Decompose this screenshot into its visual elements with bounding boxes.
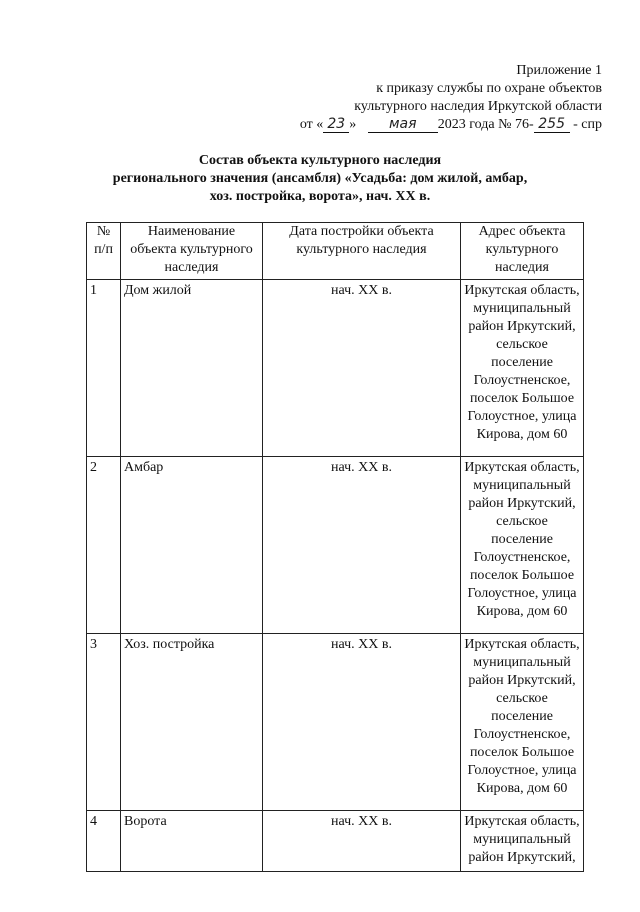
date-year: 2023 года № 76- [437,117,534,132]
heritage-objects-table [86,222,584,872]
date-month: мая [368,116,438,133]
cell-name: Хоз. постройка [121,634,263,811]
appendix-title: Приложение 1 [516,63,602,78]
cell-date: нач. XX в. [263,634,461,811]
appendix-order-line: к приказу службы по охране объектов [376,81,602,96]
page-cut-mask [86,872,583,912]
date-day: 23 [323,116,349,133]
cell-address: Иркутская область, муниципальный район Иркутский, сельское поселение Голоустненское, поселок Большое Голоустное, улица Кирова, дом 60 [461,280,584,457]
title-line-1: Состав объекта культурного наследия [198,153,442,168]
date-prefix: от « [299,117,324,132]
appendix-agency-line: культурного наследия Иркутской области [354,99,602,114]
header-number: № п/п [87,223,121,280]
cell-number: 1 [87,280,121,457]
header-address: Адрес объекта культурного наследия [461,223,584,280]
cell-address: Иркутская область, муниципальный район Иркутский, [461,811,584,872]
header-name: Наименование объекта культурного наследия [121,223,263,280]
title-line-2: регионального значения (ансамбля) «Усадьба: дом жилой, амбар, [112,171,528,186]
date-mid: » [349,117,357,132]
title-line-3: хоз. постройка, ворота», нач. XX в. [209,189,431,204]
cell-number: 3 [87,634,121,811]
table-row [87,811,584,872]
order-number: 255 [534,116,570,133]
table-header-row [87,223,584,280]
document-title [0,152,640,206]
appendix-date-line [300,116,602,134]
cell-date: нач. XX в. [263,811,461,872]
table-row [87,634,584,811]
cell-number: 2 [87,457,121,634]
header-date: Дата постройки объекта культурного наследия [263,223,461,280]
table-row [87,457,584,634]
cell-address: Иркутская область, муниципальный район Иркутский, сельское поселение Голоустненское, поселок Большое Голоустное, улица Кирова, дом 60 [461,634,584,811]
table-bottom-edge [86,871,583,872]
appendix-block [300,62,602,134]
cell-date: нач. XX в. [263,280,461,457]
cell-date: нач. XX в. [263,457,461,634]
cell-name: Амбар [121,457,263,634]
table-row [87,280,584,457]
order-suffix: - спр [573,117,602,132]
cell-address: Иркутская область, муниципальный район Иркутский, сельское поселение Голоустненское, поселок Большое Голоустное, улица Кирова, дом 60 [461,457,584,634]
cell-number: 4 [87,811,121,872]
cell-name: Ворота [121,811,263,872]
cell-name: Дом жилой [121,280,263,457]
